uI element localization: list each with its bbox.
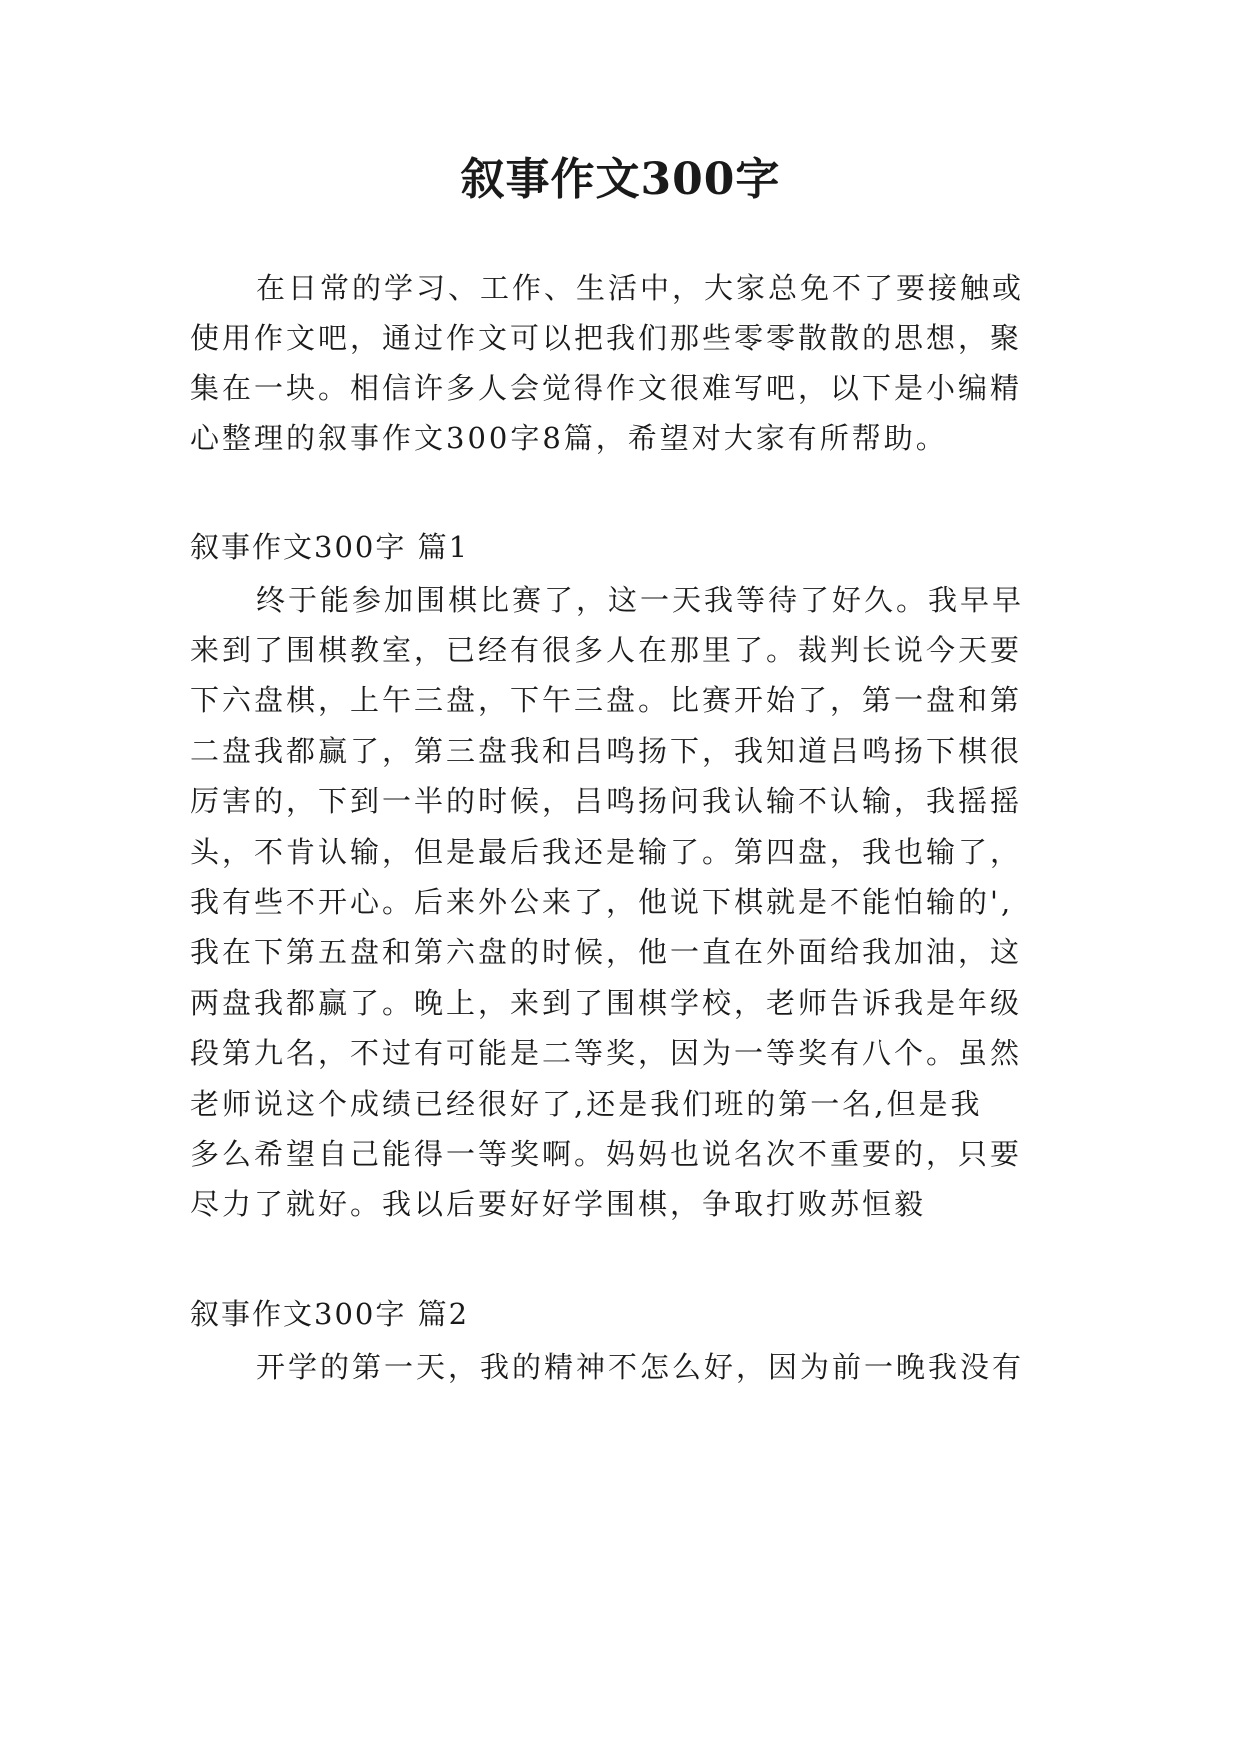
section-heading: 叙事作文300字 篇1 (190, 530, 470, 564)
intro-line: 心整理的叙事作文300字8篇，希望对大家有所帮助。 (190, 421, 948, 455)
paragraph-line: 多么希望自己能得一等奖啊。妈妈也说名次不重要的，只要 (190, 1137, 1023, 1171)
paragraph-line: 段第九名，不过有可能是二等奖，因为一等奖有八个。虽然 (190, 1036, 1023, 1070)
document-title: 叙事作文300字 (460, 154, 781, 205)
paragraph-line: 尽力了就好。我以后要好好学围棋，争取打败苏恒毅 (190, 1187, 927, 1221)
paragraph-line: 我有些不开心。后来外公来了，他说下棋就是不能怕输的', (190, 885, 1014, 919)
paragraph-line: 下六盘棋，上午三盘，下午三盘。比赛开始了，第一盘和第 (190, 683, 1023, 717)
paragraph-line: 二盘我都赢了，第三盘我和吕鸣扬下，我知道吕鸣扬下棋很 (190, 734, 1023, 768)
paragraph-line: 开学的第一天，我的精神不怎么好，因为前一晚我没有 (256, 1350, 1025, 1384)
section-heading: 叙事作文300字 篇2 (190, 1297, 470, 1331)
paragraph-line: 厉害的，下到一半的时候，吕鸣扬问我认输不认输，我摇摇 (190, 784, 1023, 818)
paragraph-line: 终于能参加围棋比赛了，这一天我等待了好久。我早早 (256, 583, 1025, 617)
paragraph-line: 来到了围棋教室，已经有很多人在那里了。裁判长说今天要 (190, 633, 1023, 667)
paragraph-line: 老师说这个成绩已经很好了,还是我们班的第一名,但是我 (190, 1087, 983, 1121)
intro-line: 集在一块。相信许多人会觉得作文很难写吧，以下是小编精 (190, 371, 1023, 405)
paragraph-line: 两盘我都赢了。晚上，来到了围棋学校，老师告诉我是年级 (190, 986, 1023, 1020)
intro-line: 在日常的学习、工作、生活中，大家总免不了要接触或 (256, 271, 1025, 305)
intro-line: 使用作文吧，通过作文可以把我们那些零零散散的思想，聚 (190, 321, 1023, 355)
paragraph-line: 头，不肯认输，但是最后我还是输了。第四盘，我也输了， (190, 835, 1023, 869)
paragraph-line: 我在下第五盘和第六盘的时候，他一直在外面给我加油，这 (190, 935, 1023, 969)
